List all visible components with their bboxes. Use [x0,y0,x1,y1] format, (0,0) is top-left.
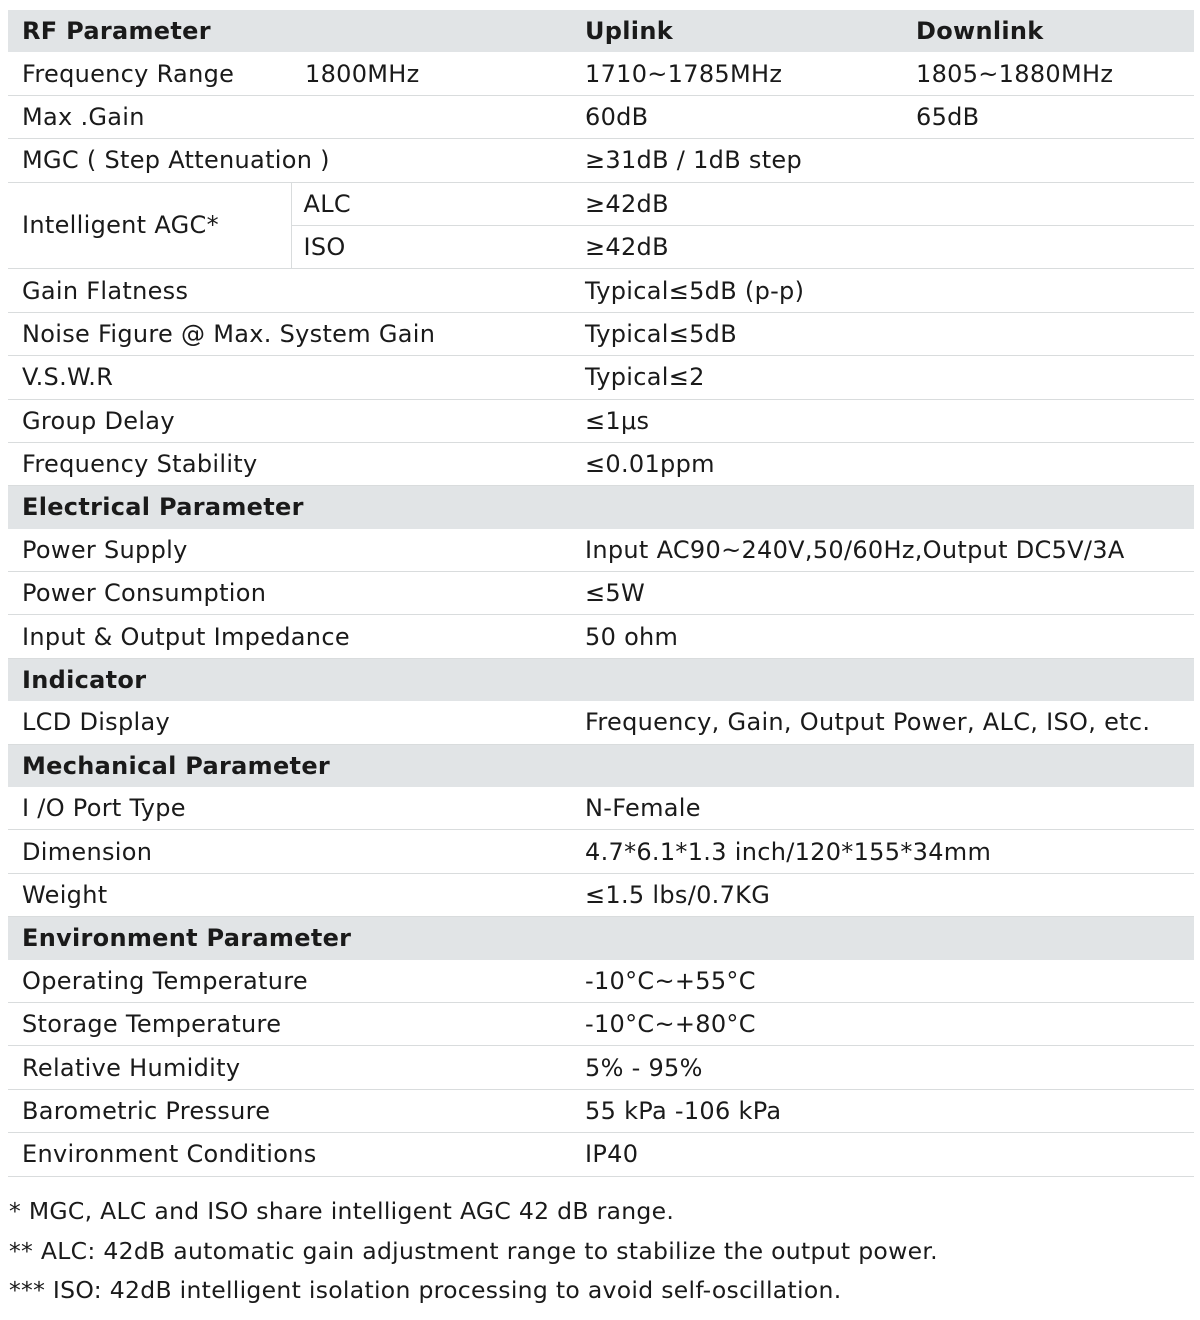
param-label: Barometric Pressure [8,1089,571,1132]
table-row [8,442,1194,485]
param-label: MGC ( Step Attenuation ) [8,139,571,182]
table-row [8,572,1194,615]
uplink-value: 1710~1785MHz [571,52,902,95]
param-value: ≥42dB [571,225,1194,268]
param-label: Frequency Range [8,52,291,95]
table-row [8,399,1194,442]
table-row [8,182,1194,225]
param-value: 4.7*6.1*1.3 inch/120*155*34mm [571,830,1194,873]
section-title: Indicator [8,658,1194,701]
column-header-downlink: Downlink [902,10,1194,52]
param-value: Typical≤5dB [571,312,1194,355]
param-label: Dimension [8,830,571,873]
param-value: 50 ohm [571,615,1194,658]
table-row [8,52,1194,95]
param-value: -10°C~+55°C [571,960,1194,1003]
section-header-electrical [8,486,1194,529]
footnote-alc: ** ALC: 42dB automatic gain adjustment range to stabilize the output power. [9,1236,938,1265]
table-row [8,1133,1194,1176]
footnote-iso: *** ISO: 42dB intelligent isolation processing to avoid self-oscillation. [9,1276,842,1304]
param-value: Frequency, Gain, Output Power, ALC, ISO, etc. [571,701,1194,744]
param-sublabel: ISO [291,225,571,268]
table-row [8,269,1194,312]
param-value: ≤1μs [571,399,1194,442]
uplink-value: 60dB [571,95,902,138]
param-label: Relative Humidity [8,1046,571,1089]
section-title: RF Parameter [8,10,571,52]
param-value: Typical≤2 [571,356,1194,399]
param-value: 5% - 95% [571,1046,1194,1089]
table-row [8,529,1194,572]
param-value: ≤5W [571,572,1194,615]
param-label: Frequency Stability [8,442,571,485]
param-label: LCD Display [8,701,571,744]
table-row [8,95,1194,138]
param-label: Storage Temperature [8,1002,571,1045]
param-label: Gain Flatness [8,269,571,312]
spec-table [8,10,1194,1177]
param-value: N-Female [571,787,1194,830]
param-band: 1800MHz [291,52,571,95]
param-label: Group Delay [8,399,571,442]
column-header-uplink: Uplink [571,10,902,52]
table-row [8,701,1194,744]
downlink-value: 65dB [902,95,1194,138]
param-label: Intelligent AGC* [8,182,291,269]
table-row [8,356,1194,399]
section-header-rf [8,10,1194,52]
section-header-environment [8,917,1194,960]
param-value: ≤0.01ppm [571,442,1194,485]
param-label: Noise Figure @ Max. System Gain [8,312,571,355]
section-header-mechanical [8,744,1194,787]
section-title: Mechanical Parameter [8,744,1194,787]
section-header-indicator [8,658,1194,701]
table-row [8,615,1194,658]
param-label: I /O Port Type [8,787,571,830]
footnotes [9,1192,938,1311]
table-row [8,960,1194,1003]
param-value: ≤1.5 lbs/0.7KG [571,873,1194,916]
footnote-agc: * MGC, ALC and ISO share intelligent AGC 42 dB range. [9,1197,675,1225]
table-row [8,1046,1194,1089]
section-title: Electrical Parameter [8,486,1194,529]
table-row [8,873,1194,916]
param-sublabel: ALC [291,182,571,225]
param-value: 55 kPa -106 kPa [571,1089,1194,1132]
param-label: Operating Temperature [8,960,571,1003]
param-label: Environment Conditions [8,1133,571,1176]
param-value: IP40 [571,1133,1194,1176]
param-value: Input AC90~240V,50/60Hz,Output DC5V/3A [571,529,1194,572]
param-value: ≥42dB [571,182,1194,225]
param-label: Power Supply [8,529,571,572]
downlink-value: 1805~1880MHz [902,52,1194,95]
param-label: Power Consumption [8,572,571,615]
table-row [8,830,1194,873]
param-label: Weight [8,873,571,916]
section-title: Environment Parameter [8,917,1194,960]
param-label: V.S.W.R [8,356,571,399]
param-value: ≥31dB / 1dB step [571,139,1194,182]
table-row [8,787,1194,830]
table-row [8,1002,1194,1045]
param-label: Input & Output Impedance [8,615,571,658]
param-value: Typical≤5dB (p-p) [571,269,1194,312]
table-row [8,312,1194,355]
param-value: -10°C~+80°C [571,1002,1194,1045]
param-label: Max .Gain [8,95,571,138]
table-row [8,1089,1194,1132]
table-row [8,139,1194,182]
